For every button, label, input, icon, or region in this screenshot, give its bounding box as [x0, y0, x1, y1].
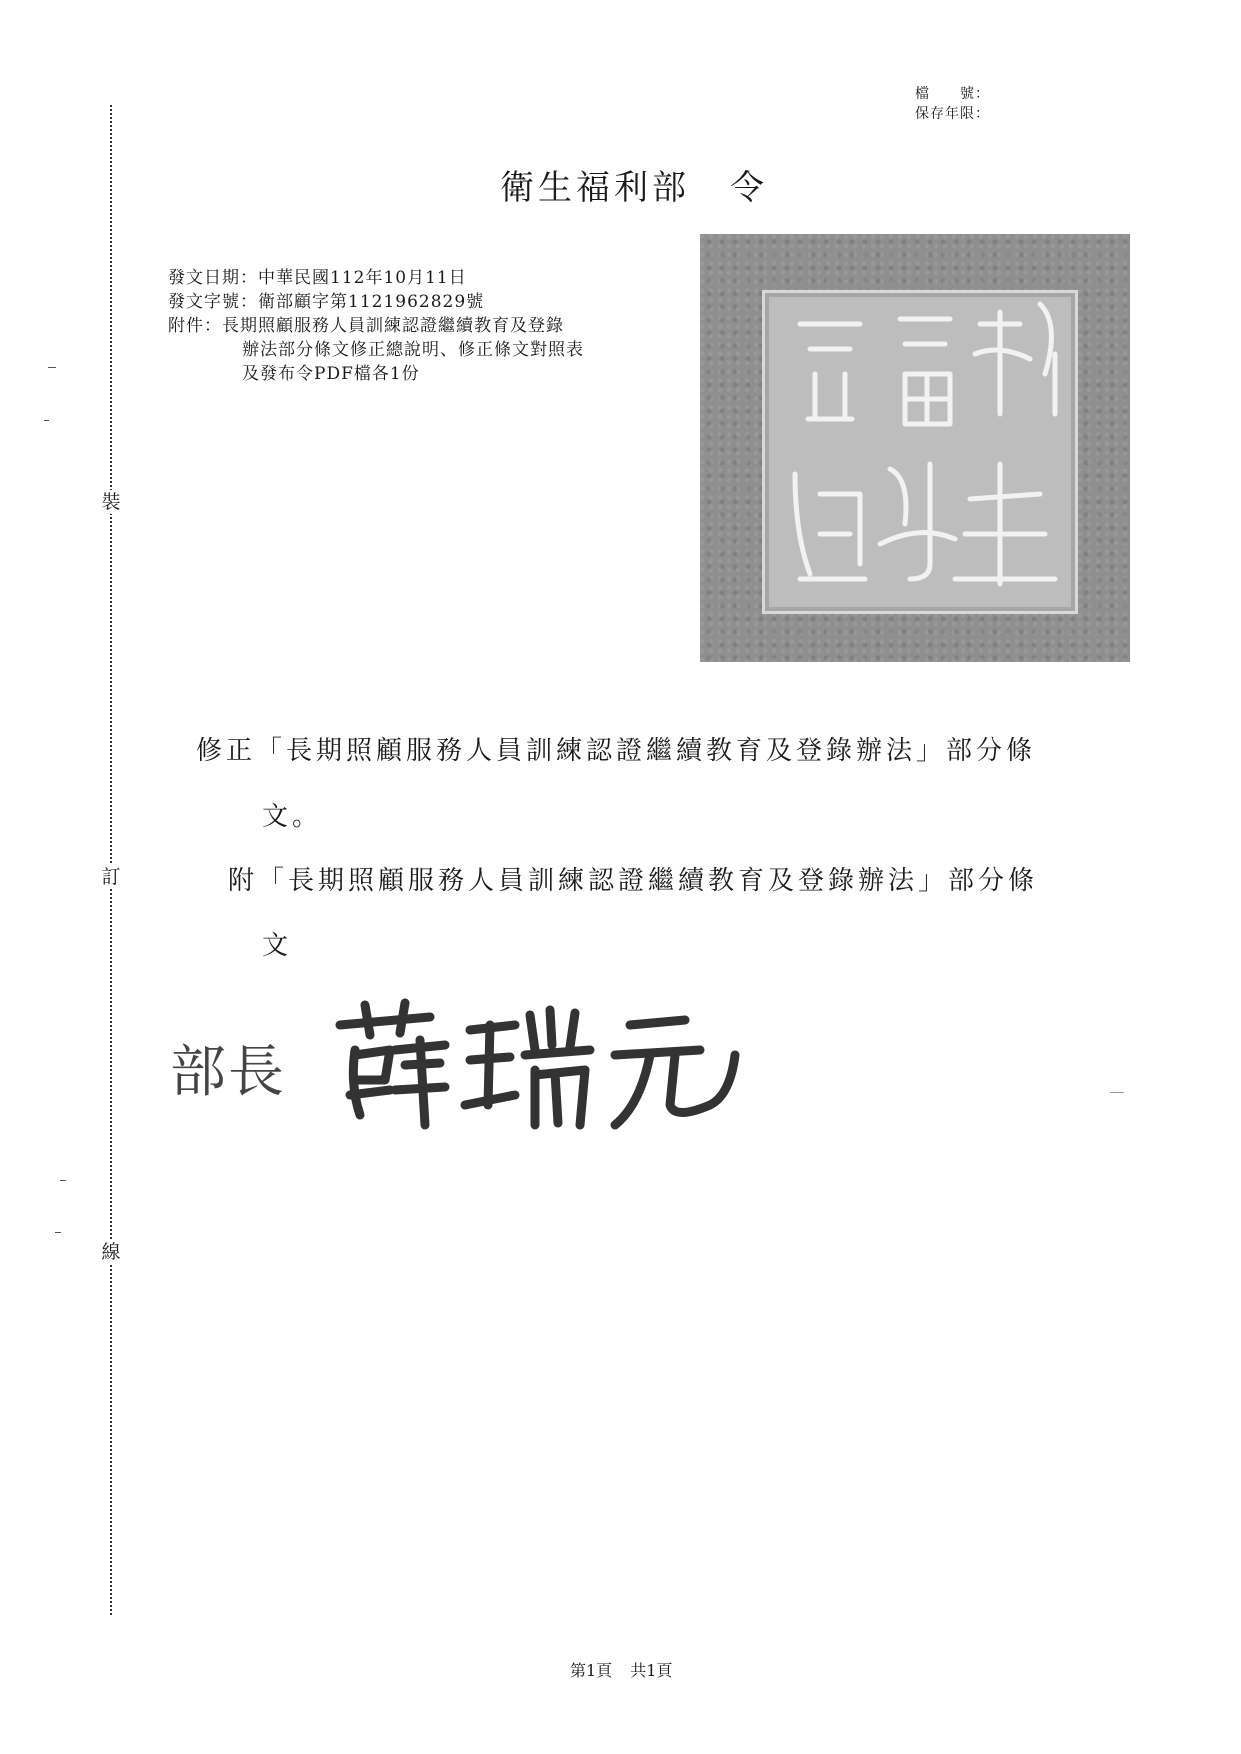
title-org: 衛生福利部 — [500, 168, 690, 208]
file-meta — [915, 84, 990, 124]
official-seal-stamp — [700, 234, 1130, 662]
document-info — [168, 266, 584, 386]
scan-speck — [55, 1232, 61, 1233]
scan-speck — [44, 420, 49, 421]
body-line-1: 修正「長期照顧服務人員訓練認證繼續教育及登錄辦法」部分條 — [196, 736, 1037, 766]
page-footer — [570, 1658, 672, 1681]
document-title — [500, 160, 768, 209]
binding-mark-xian: 線 — [98, 1240, 124, 1264]
attachment-line-2: 辦法部分條文修正總說明、修正條文對照表 — [242, 340, 584, 360]
scan-speck — [60, 1180, 66, 1181]
attachment-line-3: 及發布令PDF檔各1份 — [242, 364, 420, 384]
body-line-4: 文 — [262, 931, 293, 961]
minister-signature — [330, 995, 750, 1135]
minister-title: 部長 — [170, 1040, 286, 1105]
binding-mark-ding: 訂 — [98, 865, 124, 889]
reference-number: 發文字號：衛部顧字第1121962829號 — [168, 292, 485, 312]
scan-speck — [48, 367, 56, 368]
file-number-row — [915, 84, 990, 104]
retention-label: 保存年限： — [915, 106, 990, 122]
retention-row — [915, 104, 990, 124]
body-line-2: 文。 — [262, 802, 323, 832]
binding-line — [110, 105, 112, 1615]
page-total: 共1頁 — [630, 1661, 673, 1680]
page-number: 第1頁 — [570, 1661, 613, 1680]
issue-date: 發文日期：中華民國112年10月11日 — [168, 268, 467, 288]
attachment-line-1: 附件：長期照顧服務人員訓練認證繼續教育及登錄 — [168, 316, 564, 336]
body-line-3: 附「長期照顧服務人員訓練認證繼續教育及登錄辦法」部分條 — [228, 866, 1039, 896]
scan-speck — [1110, 1092, 1124, 1093]
binding-mark-zhuang: 裝 — [98, 490, 124, 514]
file-number-label: 檔 號： — [915, 86, 990, 102]
title-doc-type: 令 — [730, 168, 768, 208]
seal-glyph-strokes — [700, 234, 1130, 662]
